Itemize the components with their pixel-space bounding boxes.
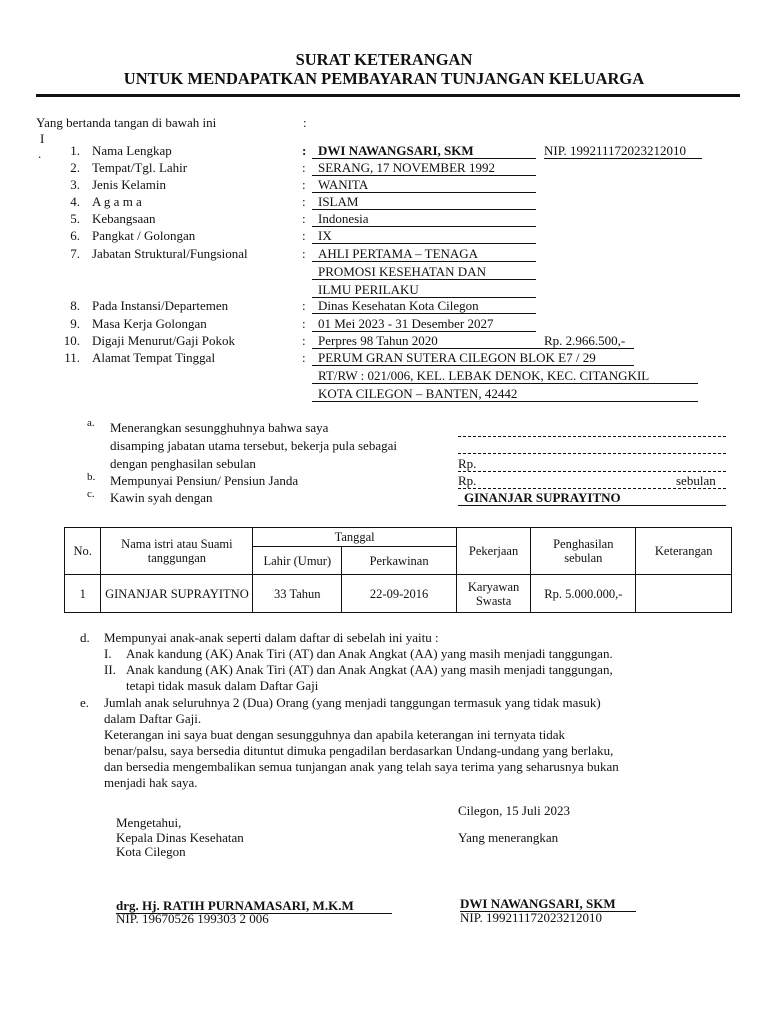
statement-line: dan bersedia mengembalikan semua tunjangan anak yang telah saya terima yang seharusnya bukan bbox=[104, 759, 619, 774]
section-b-rp: Rp. bbox=[458, 473, 477, 488]
section-e-line2: dalam Daftar Gaji. bbox=[104, 711, 202, 726]
field-value-jabatan-line: PROMOSI KESEHATAN DAN bbox=[318, 264, 486, 279]
roman-numeral: I bbox=[40, 131, 45, 146]
table-header-lahir: Lahir (Umur) bbox=[253, 547, 342, 575]
section-d-letter: d. bbox=[80, 630, 90, 645]
field-number: 3. bbox=[70, 177, 80, 192]
field-value-agama: ISLAM bbox=[318, 194, 359, 209]
field-value-gaji-pokok: Rp. 2.966.500,- bbox=[544, 333, 626, 348]
signature-left-name: drg. Hj. RATIH PURNAMASARI, M.K.M bbox=[116, 898, 354, 913]
field-value-alamat-line: PERUM GRAN SUTERA CILEGON BLOK E7 / 29 bbox=[318, 350, 596, 365]
field-number: 1. bbox=[70, 143, 80, 158]
field-number: 6. bbox=[70, 228, 80, 243]
section-b-text: Mempunyai Pensiun/ Pensiun Janda bbox=[110, 473, 299, 488]
section-a-letter: a. bbox=[87, 417, 95, 429]
field-value-alamat-line: RT/RW : 021/006, KEL. LEBAK DENOK, KEC. CITANGKIL bbox=[318, 368, 650, 383]
field-number: 4. bbox=[70, 194, 80, 209]
field-label-instansi: Pada Instansi/Departemen bbox=[92, 298, 229, 313]
field-label-ttl: Tempat/Tgl. Lahir bbox=[92, 160, 188, 175]
table-header-name: Nama istri atau Suami tanggungan bbox=[101, 528, 253, 575]
field-label-kebangsaan: Kebangsaan bbox=[92, 211, 156, 226]
place-date: Cilegon, 15 Juli 2023 bbox=[458, 803, 570, 818]
field-label-jabatan: Jabatan Struktural/Fungsional bbox=[92, 246, 248, 261]
field-number: 9. bbox=[70, 316, 80, 331]
table-header-pekerjaan: Pekerjaan bbox=[456, 528, 530, 575]
field-value-ttl: SERANG, 17 NOVEMBER 1992 bbox=[318, 160, 495, 175]
section-c-text: Kawin syah dengan bbox=[110, 490, 213, 505]
table-cell-penghasilan: Rp. 5.000.000,- bbox=[531, 575, 636, 613]
statement-line: menjadi hak saya. bbox=[104, 775, 198, 790]
field-label-pangkat: Pangkat / Golongan bbox=[92, 228, 196, 243]
field-label-alamat: Alamat Tempat Tinggal bbox=[92, 350, 216, 365]
section-a-rp: Rp. bbox=[458, 456, 477, 471]
section-a-line2: disamping jabatan utama tersebut, bekerja pula sebagai bbox=[110, 438, 397, 453]
signature-right-line: Yang menerangkan bbox=[458, 830, 559, 845]
section-d-item-text: Anak kandung (AK) Anak Tiri (AT) dan Anak Angkat (AA) yang masih menjadi tanggungan. bbox=[126, 646, 613, 661]
field-value-masa-kerja: 01 Mei 2023 - 31 Desember 2027 bbox=[318, 316, 494, 331]
title-divider bbox=[36, 94, 740, 97]
field-number: 5. bbox=[70, 211, 80, 226]
field-value-jabatan-line: ILMU PERILAKU bbox=[318, 282, 419, 297]
field-number: 2. bbox=[70, 160, 80, 175]
intro-colon: : bbox=[303, 115, 307, 130]
section-d-text: Mempunyai anak-anak seperti dalam daftar di sebelah ini yaitu : bbox=[104, 630, 439, 645]
signature-left-line: Kepala Dinas Kesehatan bbox=[116, 830, 244, 845]
table-cell-pekerjaan: Karyawan Swasta bbox=[456, 575, 530, 613]
signature-left-line: Kota Cilegon bbox=[116, 844, 186, 859]
roman-dot: . bbox=[38, 146, 42, 161]
statement-line: Keterangan ini saya buat dengan sesungguhnya dan apabila keterangan ini ternyata tidak bbox=[104, 727, 565, 742]
table-header-penghasilan: Penghasilan sebulan bbox=[531, 528, 636, 575]
document-subtitle: UNTUK MENDAPATKAN PEMBAYARAN TUNJANGAN KELUARGA bbox=[123, 69, 645, 88]
field-value-jabatan-line: AHLI PERTAMA – TENAGA bbox=[318, 246, 479, 261]
field-value-digaji: Perpres 98 Tahun 2020 bbox=[318, 333, 438, 348]
section-a-line3: dengan penghasilan sebulan bbox=[110, 456, 256, 471]
field-label-agama: A g a m a bbox=[92, 194, 142, 209]
field-label-digaji: Digaji Menurut/Gaji Pokok bbox=[92, 333, 235, 348]
field-label-jenis-kelamin: Jenis Kelamin bbox=[92, 177, 167, 192]
field-number: 7. bbox=[70, 246, 80, 261]
statement-line: benar/palsu, saya bersedia dituntut dimuka pengadilan berdasarkan Undang-undang yang berlaku, bbox=[104, 743, 614, 758]
signature-right-name: DWI NAWANGSARI, SKM bbox=[460, 896, 616, 911]
section-c-spouse: GINANJAR SUPRAYITNO bbox=[464, 490, 621, 505]
table-header-perkawinan: Perkawinan bbox=[342, 547, 457, 575]
section-e-letter: e. bbox=[80, 695, 90, 710]
table-cell-perkawinan: 22-09-2016 bbox=[342, 575, 457, 613]
table-header-no: No. bbox=[65, 528, 101, 575]
section-d-item-roman: I. bbox=[104, 646, 112, 661]
spouse-table bbox=[64, 527, 732, 613]
intro-text: Yang bertanda tangan di bawah ini bbox=[36, 115, 217, 130]
table-header-keterangan: Keterangan bbox=[636, 528, 732, 575]
field-value-nama: DWI NAWANGSARI, SKM bbox=[318, 143, 474, 158]
section-b-letter: b. bbox=[87, 471, 96, 483]
field-label-nama: Nama Lengkap bbox=[92, 143, 172, 158]
section-e-line1: Jumlah anak seluruhnya 2 (Dua) Orang (yang menjadi tanggungan termasuk yang tidak masuk) bbox=[104, 695, 601, 710]
section-a-line1: Menerangkan sesungghuhnya bahwa saya bbox=[110, 420, 329, 435]
table-cell-lahir: 33 Tahun bbox=[253, 575, 342, 613]
section-d-item-text: Anak kandung (AK) Anak Tiri (AT) dan Anak Angkat (AA) yang masih menjadi tanggungan, bbox=[126, 662, 613, 677]
field-number: 8. bbox=[70, 298, 80, 313]
section-d-item-roman: II. bbox=[104, 662, 116, 677]
field-value-jenis-kelamin: WANITA bbox=[318, 177, 369, 192]
field-value-nip: NIP. 199211172023212010 bbox=[544, 143, 687, 158]
signature-right-nip: NIP. 199211172023212010 bbox=[460, 910, 603, 925]
table-cell-no: 1 bbox=[65, 575, 101, 613]
field-value-alamat-line: KOTA CILEGON – BANTEN, 42442 bbox=[318, 386, 518, 401]
section-c-letter: c. bbox=[87, 488, 95, 500]
field-value-instansi: Dinas Kesehatan Kota Cilegon bbox=[318, 298, 479, 313]
field-value-pangkat: IX bbox=[318, 228, 332, 243]
section-b-sebulan: sebulan bbox=[676, 473, 716, 488]
field-value-kebangsaan: Indonesia bbox=[318, 211, 369, 226]
signature-left-nip: NIP. 19670526 199303 2 006 bbox=[116, 911, 269, 926]
field-number: 11. bbox=[64, 350, 80, 365]
table-cell-name: GINANJAR SUPRAYITNO bbox=[101, 575, 253, 613]
field-number: 10. bbox=[63, 333, 80, 348]
field-label-masa-kerja: Masa Kerja Golongan bbox=[92, 316, 207, 331]
section-d-item-text2: tetapi tidak masuk dalam Daftar Gaji bbox=[126, 678, 319, 693]
table-row bbox=[65, 575, 732, 613]
table-cell-keterangan bbox=[636, 575, 732, 613]
signature-left-line: Mengetahui, bbox=[116, 815, 182, 830]
document-title: SURAT KETERANGAN bbox=[295, 50, 473, 69]
table-header-tanggal: Tanggal bbox=[253, 528, 457, 547]
